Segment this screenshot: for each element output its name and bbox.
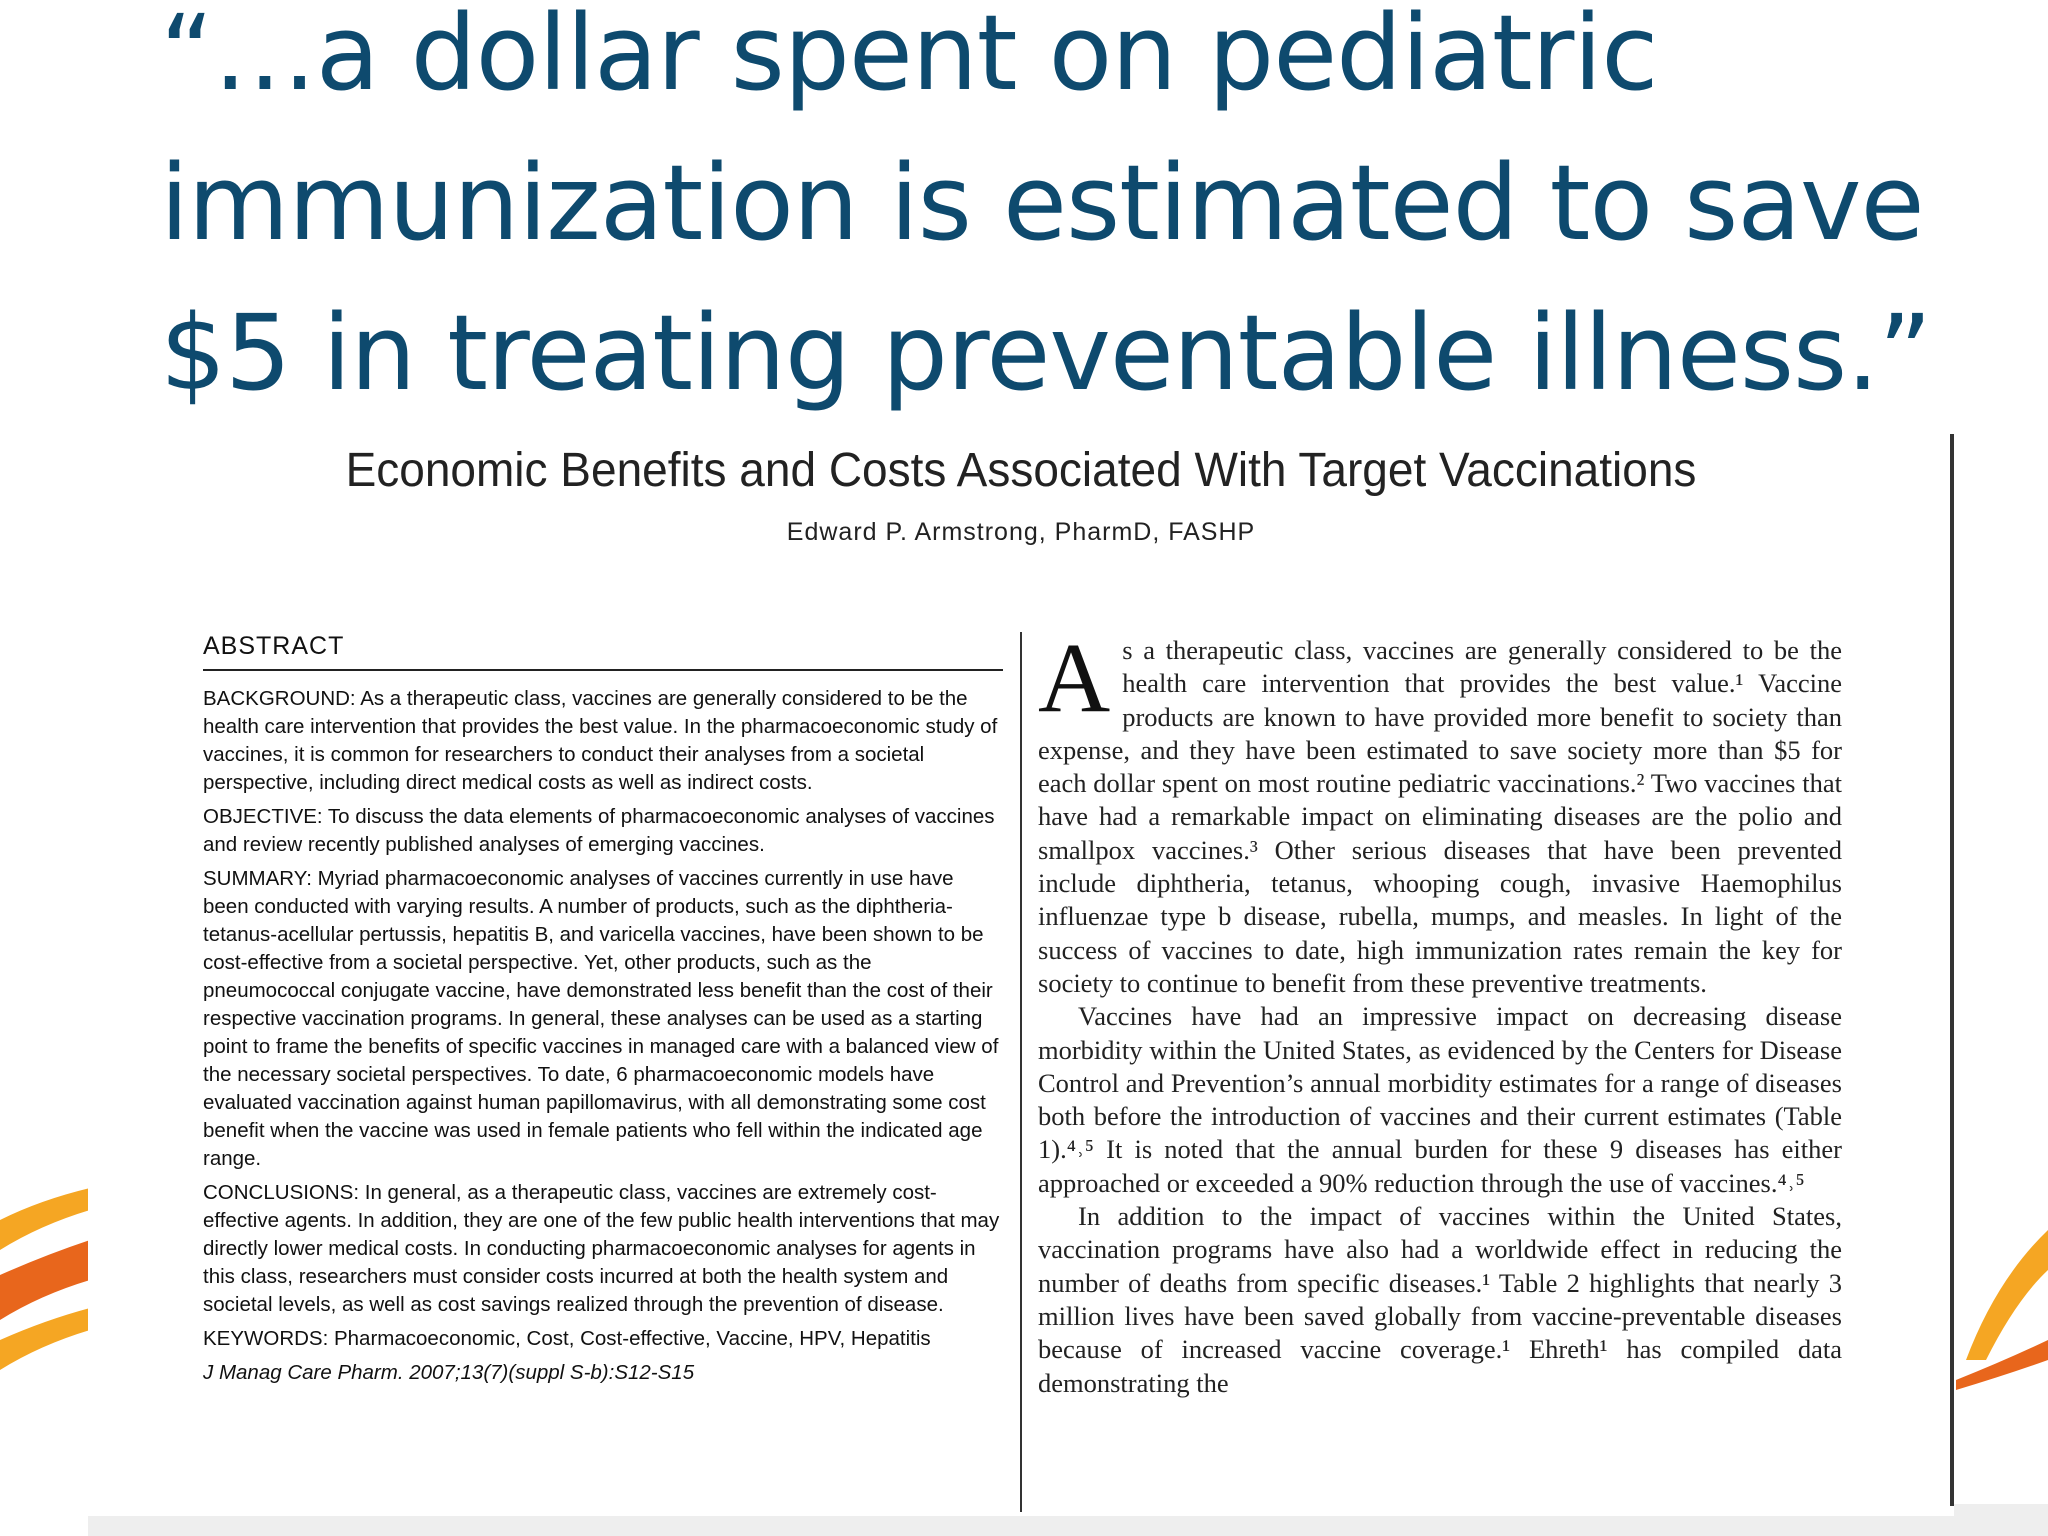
abstract-keywords: KEYWORDS: Pharmacoeconomic, Cost, Cost-effective, Vaccine, HPV, Hepatitis [203,1327,931,1350]
abstract-objective: OBJECTIVE: To discuss the data elements of pharmacoeconomic analyses of vaccines and review recently published analyses of emerging vaccines. [203,805,995,856]
abstract-section [203,632,1003,1393]
article-excerpt [88,434,1954,1516]
column-divider [1020,632,1022,1512]
abstract-summary: SUMMARY: Myriad pharmacoeconomic analyses of vaccines currently in use have been conducted with varying results. A number of products, such as the diphtheria-tetanus-acellular pertussis, hepatitis B, and varicella vaccines, have been shown to be cost-effective from a societal perspective. Yet, other products, such as the pneumococcal conjugate vaccine, have demonstrated less benefit than the cost of their respective vaccination programs. In general, these analyses can be used as a starting point to frame the benefits of specific vaccines in managed care with a balanced view of the necessary societal perspectives. To date, 6 pharmacoeconomic models have evaluated vaccination against human papillomavirus, with all demonstrating some cost benefit when the vaccine was used in female patients who fell within the indicated age range. [203,867,999,1170]
article-title: Economic Benefits and Costs Associated With Target Vaccinations [345,441,1697,497]
body-paragraph-3: In addition to the impact of vaccines within the United States, vaccination programs have also had a worldwide effect in reducing the number of deaths from specific diseases.¹ Table 2 highlights that nearly 3 million lives have been saved globally from vaccine-preventable diseases because of increased vaccine coverage.¹ Ehreth¹ has compiled data demonstrating the [1038,1201,1842,1398]
decorative-swoosh-right [1956,1200,2048,1460]
article-author: Edward P. Armstrong, PharmD, FASHP [786,518,1256,546]
abstract-background: BACKGROUND: As a therapeutic class, vaccines are generally considered to be the health care intervention that provides the best value. In the pharmacoeconomic study of vaccines, it is common for researchers to conduct their analyses from a societal perspective, including direct medical costs as well as indirect costs. [203,687,998,794]
drop-cap: A [1038,622,1111,733]
body-paragraph-2: Vaccines have had an impressive impact on decreasing disease morbidity within the United States, as evidenced by the Centers for Disease Control and Prevention’s annual morbidity estimates for a range of diseases both before the introduction of vaccines and their current estimates (Table 1).⁴˒⁵ It is noted that the annual burden for these 9 diseases has either approached or exceeded a 90% reduction through the use of vaccines.⁴˒⁵ [1038,1001,1842,1198]
body-paragraph-1-text: s a therapeutic class, vaccines are generally considered to be the health care intervention that provides the best value.¹ Vaccine products are known to have provided more benefit to society than expense, and they have been estimated to save society more than $5 for each dollar spent on most routine pediatric vaccinations.² Two vaccines that have had a remarkable impact on eliminating diseases are the polio and smallpox vaccines.³ Other serious diseases that have been prevented include diphtheria, tetanus, whooping cough, invasive Haemophilus influenzae type b disease, rubella, mumps, and measles. In light of the success of vaccines to date, high immunization rates remain the key for society to continue to benefit from these preventive treatments. [1038,635,1842,998]
article-citation: J Manag Care Pharm. 2007;13(7)(suppl S-b):S12-S15 [203,1361,695,1384]
abstract-heading: ABSTRACT [203,632,1003,671]
abstract-conclusions: CONCLUSIONS: In general, as a therapeutic class, vaccines are extremely cost-effective agents. In addition, they are one of the few public health interventions that may directly lower medical costs. In conducting pharmacoeconomic analyses for agents in this class, researchers must consider costs incurred at both the health system and societal levels, as well as cost savings realized through the prevention of disease. [203,1181,1000,1316]
body-paragraph-1 [1038,622,1842,1000]
decorative-swoosh-left [0,1180,100,1420]
slide-quote: “…a dollar spent on pediatric immunization is estimated to save $5 in treating preventable illness.” [160,0,1932,414]
article-right-border [1950,434,1954,1506]
article-body [1038,622,1842,1400]
